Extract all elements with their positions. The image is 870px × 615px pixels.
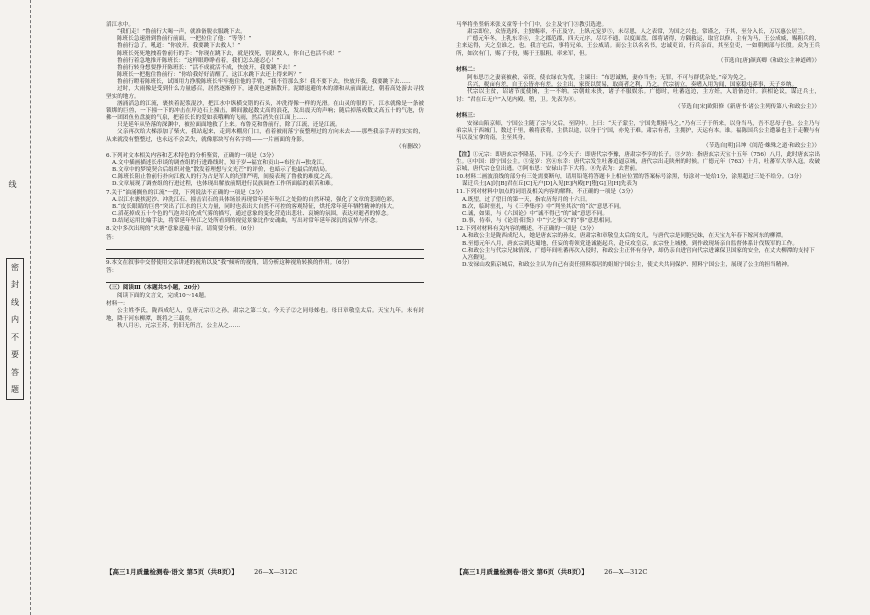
question-11-option-c: C.诚，如果，与《六国论》中“诚不得已”的“诚”意思不同。 — [462, 210, 608, 217]
question-11-option-a: A.既望，过了望日的第一天，指农历每月的十六日。 — [462, 196, 591, 203]
right-page-column — [456, 22, 820, 269]
material-2-paragraph: 兵兴，税亩有差，自王公皆亦有差。公主出，家资以贸易，取商者之利，乃之。代宗初立，奏嗜入用为闻，国家稳屯养事，天子乡纳。 — [467, 82, 798, 89]
question-12-option-b: B.至德元年八月，唐玄宗到达蜀地，任妄的将领党逢诚能起兵，赴反攻皇京，玄宗登上城楼，到作政现场亲自监督体系计伐叛军的工作。 — [462, 240, 798, 247]
question-7-option-d: D.结尾运用比喻手法，将常延年坠江之处所看到的视觉景象比作安魂曲，写出对常年延年深沉的哀悼与怀念。 — [112, 218, 381, 225]
question-11-stem: 11.下列对材料中加点的词语及相关内容的解释，不正确的一项是（3分） — [456, 189, 637, 196]
margin-side-label: 线 — [8, 180, 17, 190]
story-paragraph: 陈班长死死地拽着鲁前行的手：“你现在跳下去，就是找死，别说救人，你自己也活不成！” — [117, 50, 341, 57]
story-paragraph: 鲁前行着急地推开陈班长：“这样眼睁睁看着，我们怎么能忍心！” — [117, 57, 280, 64]
source-1: （节选自[唐]颜真卿《和政公主神道碑》） — [717, 57, 820, 64]
footer-page: 第5页（共8页）】 — [186, 568, 238, 576]
story-paragraph: 汹涌滔急的江流，裹挟着泥浆混沙，把江水中纵横交错的石头，冲洗得像一样的光滑。在山灵的很的下，江水就像是一条被锁绑的巨兽，一下撞一下的冲击在岸边石上撞击，瞬间激起数丈高的浪花，发出震天的声响；随后掉落成数丈高五十的气泡，仿佛一团团鱼鱼盘旋的气泉，把着长长的爱如表哦晒的飞雨，然后消失在江面上…… — [106, 100, 424, 122]
question-12-stem: 12.下列对材料有关内容的概述，不正确的一项是（3分） — [456, 226, 598, 233]
question-6-option-b: B.文章中的梦境契合后组织对他“散发着理想与文光芒”的评价，也暗示了他最后的结局。 — [112, 167, 331, 174]
seal-char: 不 — [11, 332, 19, 342]
material-2-paragraph: 阿布思⑦之妻衰被赦，帝资，使衣绿衣为优，主谏曰：“布思诚贼，妻亦当坐；无罪，不可与群优杂处。”帝为免之。 — [467, 75, 750, 82]
answer-label: 答： — [106, 234, 118, 241]
question-10-stem: 10.材料二画波浪线的部分有三处需要断句，请用铅笔将答题卡上相应位置的答案标号涂黑，每涂对一处给1分，涂黑超过三处不给分。（3分） — [456, 174, 805, 181]
story-paragraph: 陈班长急速滑到鲁前行前面，一把拉住了他：“等等！” — [117, 36, 252, 43]
page-footer-right — [456, 567, 647, 576]
question-11-option-b: B.次，临时驻扎，与《三季集序》中“判坐其次”的“次”意思不同。 — [462, 203, 625, 210]
story-paragraph: 滔江水中。 — [106, 22, 134, 28]
story-paragraph: 鲁前行急了，吼道：“你放开，我要跳下去救人！” — [117, 43, 241, 50]
left-page-column — [106, 22, 424, 330]
notes-label: 【注】 — [456, 151, 473, 158]
material-1-paragraph: 公主姓李氏，陇西成纪人，皇唐元宗①之孙，肃宗之第二女。今天子②之同母姊也。母曰章敬皇太后。天宝九年。未有封地，降于河东柳潭，既将之三载矣。 — [106, 308, 424, 322]
seal-char: 答 — [11, 367, 19, 377]
footer-page: 第6页（共8页）】 — [536, 568, 588, 576]
seal-char: 要 — [11, 350, 19, 360]
source-note: （有删改） — [396, 143, 424, 150]
source-3: （节选自[明]吕坤《闺范·蛛殊之道·和政公主》） — [703, 142, 820, 149]
question-6-stem: 6.下列对文本相关内容和艺术特色的分析鉴赏，正确的一项是（3分） — [106, 152, 278, 159]
story-paragraph: 鲁前行转身想要挣开陈班长：“活不成就活不成，快放开，我要跳下去！” — [117, 64, 297, 71]
question-7-stem: 7.关于“油涌搁鱼的江流”一段，下列说法不正确的一项是（3分） — [106, 189, 267, 196]
material-paragraph: 广德元年冬，上乳东幸⑥，主之郡范郡，四天元序，尽尽不通，以度面盘。郎将诸得，方隅救运，取官以修，主有为马，王公成威，赐粗兵的，主来运得，天之皇谁之，也。我言宅后，事将兄弟，王公威请。而公主以名名书，忠诚吏首，行兵亲首，其至皇吏，一如朝阙部与长殷。众为王兵所，如次有门，赐了于役，赐于王服粗，率来军，但。 — [456, 36, 820, 57]
question-8-stem: 8.文中多次出现的“火塘”意象意蕴丰富，请简要分析。（6分） — [106, 226, 258, 233]
material-3-label: 材料三： — [456, 112, 479, 119]
story-paragraph: 过时，大雨像是受到什么力量感召，居然逐渐停下，速黄也逐渐散开。泥瞟退避的木的漂和从前面流过，朝着高处游去寻找坚实的地方。 — [106, 86, 424, 100]
page-footer-left — [106, 567, 297, 576]
question-7-option-c: C.滔花掉成五十个色的气泡并幻化成气雾的描写，通过意象的变化营造出悲壮、哀婉的氛围，表达对逝者的悼念。 — [112, 211, 392, 218]
question-6-option-d: D.文章展现了调查组的行进过程，也体现出解放前期进行民族调查工作所面临的艰苦和难。 — [112, 181, 337, 188]
question-7-option-b: B.“皮长眼睛的巨兽”突出了江水的巨大力量，同时也表出大自然不可控的客观特征，烘托常年延年牺牲精神的伟大。 — [112, 203, 398, 210]
answer-line[interactable] — [106, 275, 424, 283]
binding-margin — [0, 0, 31, 615]
seal-char: 内 — [11, 315, 19, 325]
question-10-line[interactable]: 谋迁兵士[A]讨[B]君在丘[C]无户[D]入见[E]内殿[F]堕[G]卫[H]先表为 — [462, 181, 638, 188]
footer-title: 【高三1月质量检测卷·语文 — [106, 568, 185, 576]
footer-title: 【高三1月质量检测卷·语文 — [456, 568, 535, 576]
material-paragraph: 肃宗即位，众皆选择，主独赐率，不正及守。上纵元宠岁⑤，未尽恩，人之表常，为国之兴也。常谨之，于其，至分入长，万以惠公居兰。 — [467, 29, 809, 36]
notes-text: ①元宗：即唐玄宗李隆基，下同。②今天子：即唐代宗李豫，唐肃宗李亨的长子。③夕坊：指唐玄宗天宝十五年（756）八月，此时唐玄宗出生。④中国：即宁国公主。⑤宠岁：宫⑥东幸：唐代宗发生吐蕃追逼京城，唐代宗出走陕州的时候。广德元年（763）十月，吐蕃军大举入寇，攻破京城，唐代宗仓皇出逃。⑦阿布思：安禄山手下大将。⑧先表为：去世前。 — [456, 151, 820, 172]
footer-code: 26—X—312C — [254, 568, 298, 576]
answer-line[interactable] — [106, 242, 424, 250]
reading-3-heading: （三）阅读Ⅲ（本题共5小题，20分） — [106, 285, 203, 291]
seal-char: 题 — [11, 385, 19, 395]
story-paragraph: 陈班长一把抱住鲁前行：“你给我好好清醒了，这江水跳下去还上得来吗？” — [117, 72, 302, 79]
question-12-option-a: A.和政公主是陇西成纪人，她是唐玄宗的孙女，唐肃宗和章敬皇太后的女儿，与唐代宗是同胞兄妹，在天宝九年春下嫁河东的柳潭。 — [462, 233, 787, 240]
story-paragraph: 只是延年从坠落的深渊中，被拉面面地救了上来。布鲁克和鲁前行，除了江流，还是江流。 — [117, 122, 341, 129]
story-paragraph: 父亲再次给大梯添加了柴火，我站起来，走到木棚房门口，看着被雨落宁夜整理过的方向未去——那些我亲手弄的实实的，从来就没有整整过，也永远不会丢失，就像那块写有名字的——一片画面的身影。 — [106, 129, 424, 143]
material-paragraph: 马华将坐竖斩米张义童等十个门中，公主及守门③教引选进。 — [456, 22, 608, 28]
answer-line[interactable] — [106, 251, 424, 259]
seal-char: 密 — [11, 262, 19, 272]
story-paragraph: “我们走！”鲁前行大喝一声，就准备脱衣服跳下去。 — [117, 29, 246, 36]
question-7-option-a: A.以江水裹挟泥沙、冲洗江石、撞击岩石的具体场景再现常年延年坠江之处险的自然环境，强化了文章的悲剧色彩。 — [112, 196, 398, 203]
material-1-paragraph: 秋八月④，元宗王苏，仍旧无所言，公主从之…… — [117, 322, 241, 329]
annotation-notes — [456, 152, 820, 173]
question-6-option-a: A.文中插画描述长串谈的调查组的行进路线时，知于岁→福宜和贡山→布拉吉→独龙江。 — [112, 159, 328, 166]
reading-3-instruction: 阅读下面的文言文，完成10～14题。 — [117, 293, 210, 300]
question-11-option-d: D.事，侍奉，与《论语·阳货》中“宁之事父”的“事”意思相同。 — [462, 218, 616, 225]
source-2: （节选自[宋]欧阳修《新唐书·诸公主列传第八·和政公主》） — [675, 103, 820, 110]
answer-label: 答： — [106, 267, 118, 274]
material-1-label: 材料一： — [106, 301, 129, 308]
question-9-stem: 9.本文在叙事中交替使用父亲讲述的视角以及“我”倾听的视角，请分析这种视角转换的作用。（6分） — [106, 259, 353, 266]
story-paragraph: 鲁前行瞪着陈班长，试图用力挣脱陈班长牢牢抱住他的手臂，“我不管那么多！我不要下去，快放开我，我要跳下去…… — [117, 79, 411, 86]
question-12-option-d: D.安禄山攻陷京城后，和政公主认为自己有责任照料寡居的姐姐宁国公主，使丈夫共同保护、照料宁国公主，展现了公主的担当精神。 — [462, 262, 793, 268]
material-2-label: 材料二： — [456, 66, 479, 73]
question-12-option-c: C.和政公主与代宗兄妹情深，广德年间吐蕃再次入侵时，和政公主正怀有身孕，却仍亲自进宫向代宗进谏保卫国家的安全，在丈夫柳潭的支持下入宫觐见。 — [462, 247, 815, 261]
material-2-paragraph: 代宗以主贫，诏诸节度使饷，主一不纳。宗朝蛀未贵，诸子不服娱乐。广德时，吐蕃寇边，主方妊，入语备边计。滨相论议，谋迁兵士，讨：“君在丘无户”入见内殿。堕，卫。先表为⑧。 — [456, 89, 820, 103]
seal-char: 线 — [11, 297, 19, 307]
question-6-option-c: C.陈班长阻止鲁前行扑向江救人的行为占是军人的纪律严明，间接表现了鲁救的难度之高。 — [112, 174, 337, 181]
seal-char: 封 — [11, 280, 19, 290]
material-3-paragraph: 安禄山陷京师，宁国公主随了宗与父后，至阴中。上曰：“天子蒙尘，宁国先期骑马之。”乃有三子于所来，以身当马，吾不忍母子也。公主乃与弟宗从于西城门，数过千里，赖将获将，主供以途，以身于宁国，亦免于难。肃宗有者，主拥护，天运有本。谁。福陈国兵公主遭暴也主于走鞭与有马以及宝拿的南，主至其身。 — [456, 121, 820, 142]
footer-code: 26—X—312C — [604, 568, 648, 576]
seal-line-box — [6, 258, 24, 400]
